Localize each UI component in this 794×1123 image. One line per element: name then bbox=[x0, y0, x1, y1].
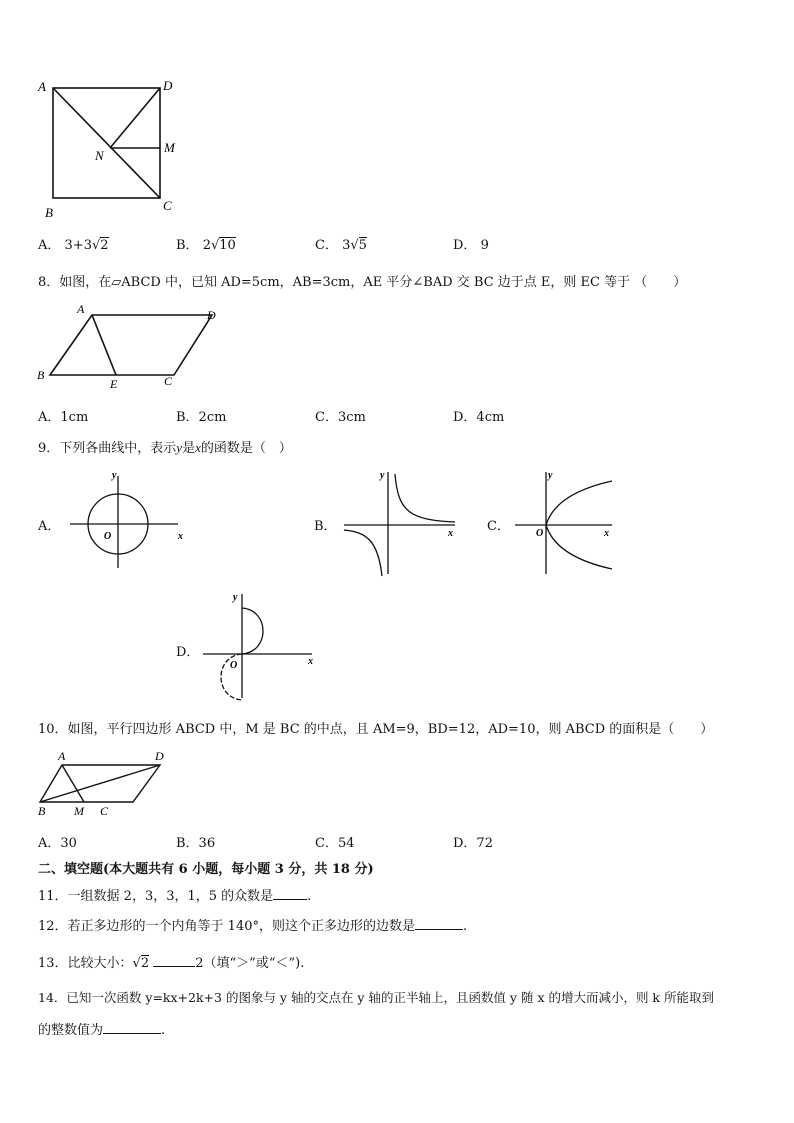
q10-label-d: D bbox=[155, 749, 164, 763]
q9-stem bbox=[38, 437, 292, 456]
q9a-axis-x: x bbox=[178, 531, 183, 542]
q10-stem: 10．如图，平行四边形 ABCD 中，M 是 BC 的中点，且 AM=9，BD=12，AD=10，则 ABCD 的面积是（ ） bbox=[38, 722, 714, 737]
q10-option-c[interactable]: C．54 bbox=[315, 836, 355, 851]
q14-line2-pre: 的整数值为 bbox=[38, 1023, 104, 1038]
q13 bbox=[38, 952, 304, 971]
q9d-axis-x: x bbox=[308, 656, 313, 667]
q9-stem-x: x bbox=[195, 440, 201, 455]
q10-option-d[interactable]: D．72 bbox=[453, 836, 493, 851]
q8-option-d[interactable]: D．4cm bbox=[453, 410, 505, 425]
q7-label-d: D bbox=[163, 78, 173, 93]
q14-blank[interactable] bbox=[103, 1021, 161, 1034]
q9d-axis-o: O bbox=[230, 660, 238, 671]
q7-option-c-letter: C． bbox=[315, 238, 338, 253]
q7-option-a-letter: A． bbox=[38, 238, 61, 253]
q9-option-d[interactable]: D． bbox=[176, 645, 200, 660]
q7-option-b-rad: 10 bbox=[219, 238, 236, 253]
q8-stem: 8．如图，在▱ABCD 中，已知 AD=5cm，AB=3cm，AE 平分∠BAD 交 BC 边于点 E，则 EC 等于 （ ） bbox=[38, 275, 687, 290]
q7-option-d-text: 9 bbox=[480, 238, 489, 253]
q7-figure bbox=[30, 75, 190, 220]
q9-option-b[interactable]: B． bbox=[314, 519, 337, 534]
q9-graph-c[interactable] bbox=[512, 464, 622, 579]
q7-label-m: M bbox=[164, 140, 175, 155]
q9c-axis-y: y bbox=[548, 470, 553, 481]
q14-line2 bbox=[38, 1019, 165, 1038]
q7-option-c[interactable] bbox=[315, 234, 367, 253]
q13-post: 2（填“＞”或“＜”). bbox=[195, 956, 305, 971]
q8-label-b: B bbox=[37, 368, 45, 382]
q7-option-b-text: 2 bbox=[202, 238, 211, 253]
sqrt-icon: √ bbox=[132, 956, 141, 971]
q13-pre: 13．比较大小： bbox=[38, 956, 133, 971]
q12-blank[interactable] bbox=[415, 917, 463, 930]
q7-label-c: C bbox=[163, 198, 172, 213]
q11 bbox=[38, 885, 311, 904]
q8-label-e: E bbox=[110, 377, 118, 391]
q12 bbox=[38, 915, 467, 934]
q9b-axis-y: y bbox=[380, 470, 385, 481]
q11-blank[interactable] bbox=[273, 887, 307, 900]
q7-option-c-rad: 5 bbox=[358, 238, 367, 253]
q13-blank[interactable] bbox=[153, 954, 195, 967]
sqrt-icon: √ bbox=[91, 238, 101, 253]
q7-option-a-text: 3+3 bbox=[64, 238, 92, 253]
q9d-axis-y: y bbox=[233, 592, 238, 603]
q7-option-a[interactable] bbox=[38, 234, 109, 253]
q10-figure bbox=[34, 748, 174, 818]
q9-graph-d[interactable] bbox=[200, 586, 325, 706]
q9a-axis-y: y bbox=[112, 470, 117, 481]
q7-option-d[interactable] bbox=[453, 234, 489, 253]
sqrt-icon: √ bbox=[210, 238, 220, 253]
q9a-axis-o: O bbox=[104, 531, 112, 542]
q10-label-c: C bbox=[100, 804, 109, 818]
q7-option-d-letter: D． bbox=[453, 238, 477, 253]
q11-end: . bbox=[307, 889, 312, 904]
q7-option-a-rad: 2 bbox=[100, 238, 109, 253]
q12-text: 12．若正多边形的一个内角等于 140°，则这个正多边形的边数是 bbox=[38, 919, 415, 934]
q9-stem-pre: 9．下列各曲线中，表示 bbox=[38, 441, 177, 456]
q10-label-b: B bbox=[38, 804, 46, 818]
q9-graph-a[interactable] bbox=[68, 468, 193, 573]
q7-option-c-text: 3 bbox=[342, 238, 351, 253]
q8-figure bbox=[34, 302, 224, 392]
q12-end: . bbox=[463, 919, 468, 934]
q8-option-c[interactable]: C．3cm bbox=[315, 410, 366, 425]
q10-label-a: A bbox=[58, 749, 66, 763]
q9b-axis-x: x bbox=[448, 528, 453, 539]
q9-option-c[interactable]: C． bbox=[487, 519, 510, 534]
q9-stem-mid: 是 bbox=[182, 441, 196, 456]
q7-label-a: A bbox=[38, 79, 46, 94]
q9c-axis-x: x bbox=[604, 528, 609, 539]
q9-option-a[interactable]: A． bbox=[38, 519, 61, 534]
q8-label-c: C bbox=[164, 374, 173, 388]
q10-label-m: M bbox=[74, 804, 84, 818]
sqrt-icon: √ bbox=[350, 238, 359, 253]
q10-option-b[interactable]: B．36 bbox=[176, 836, 216, 851]
q14-line1: 14．已知一次函数 y=kx+2k+3 的图象与 y 轴的交点在 y 轴的正半轴上，且函数值 y 随 x 的增大而减小，则 k 所能取到 bbox=[38, 990, 714, 1005]
q11-text: 11．一组数据 2，3，3，1，5 的众数是 bbox=[38, 889, 274, 904]
q9-stem-post: 的函数是（ ） bbox=[200, 441, 292, 456]
q14-end: . bbox=[161, 1023, 166, 1038]
q13-rad: 2 bbox=[140, 956, 150, 971]
q8-label-d: D bbox=[207, 308, 216, 322]
q7-option-b[interactable] bbox=[176, 234, 236, 253]
q7-label-n: N bbox=[95, 148, 104, 163]
q8-option-a[interactable]: A．1cm bbox=[38, 410, 89, 425]
q8-label-a: A bbox=[77, 302, 85, 316]
q7-label-b: B bbox=[45, 205, 53, 220]
q9-stem-y: y bbox=[176, 440, 183, 455]
q9-graph-b[interactable] bbox=[340, 464, 465, 579]
q9c-axis-o: O bbox=[536, 528, 544, 539]
section-title: 二、填空题(本大题共有 6 小题，每小题 3 分，共 18 分) bbox=[38, 862, 374, 877]
q8-option-b[interactable]: B．2cm bbox=[176, 410, 227, 425]
q7-option-b-letter: B． bbox=[176, 238, 199, 253]
q10-option-a[interactable]: A．30 bbox=[38, 836, 77, 851]
